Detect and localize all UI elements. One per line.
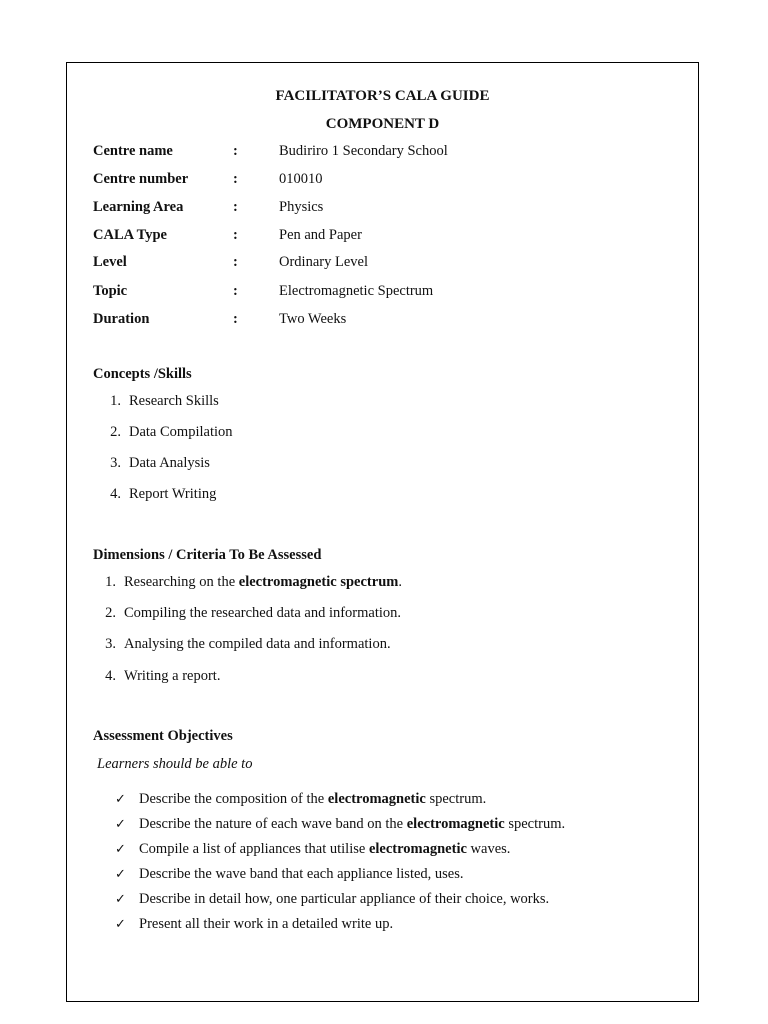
document-title: FACILITATOR’S CALA GUIDE: [275, 88, 490, 104]
check-icon: ✓: [115, 892, 126, 907]
check-icon: ✓: [115, 817, 126, 832]
objective-item: [115, 791, 486, 808]
check-icon: ✓: [115, 842, 126, 857]
list-item: [99, 486, 216, 503]
dimensions-heading: Dimensions / Criteria To Be Assessed: [93, 547, 322, 563]
objective-text-bold: electromagnetic: [327, 791, 426, 807]
info-label: Centre number: [93, 171, 189, 187]
list-text: Research Skills: [129, 393, 219, 409]
objective-text: Describe the wave band that each appliance listed, uses.: [139, 866, 464, 882]
objective-item: [115, 816, 565, 833]
info-value: Two Weeks: [279, 311, 347, 327]
list-number: 2.: [110, 424, 121, 440]
objective-text-bold: electromagnetic: [406, 816, 505, 832]
list-number: 4.: [105, 668, 116, 684]
objective-item: [115, 916, 393, 933]
list-item: [94, 574, 402, 591]
list-text: Analysing the compiled data and information.: [124, 636, 391, 652]
info-label: Centre name: [93, 143, 173, 159]
info-colon: :: [233, 227, 238, 243]
document-subtitle: COMPONENT D: [325, 116, 440, 132]
list-text-bold: electromagnetic spectrum: [238, 574, 399, 590]
info-value: Physics: [279, 199, 324, 215]
objectives-intro: Learners should be able to: [97, 756, 253, 772]
list-number: 2.: [105, 605, 116, 621]
info-colon: :: [233, 143, 238, 159]
list-text: Data Analysis: [129, 455, 210, 471]
list-number: 3.: [110, 455, 121, 471]
objective-text: Describe the nature of each wave band on the: [139, 816, 407, 832]
list-text-end: .: [398, 574, 402, 590]
objective-item: [115, 891, 549, 908]
list-text: Data Compilation: [129, 424, 233, 440]
objectives-heading: Assessment Objectives: [93, 728, 233, 744]
list-item: [99, 424, 233, 441]
info-label: Topic: [93, 283, 128, 299]
objective-text-end: waves.: [466, 841, 511, 857]
info-colon: :: [233, 254, 238, 270]
info-value: Electromagnetic Spectrum: [279, 283, 434, 299]
objective-text: Describe the composition of the: [139, 791, 328, 807]
info-value: 010010: [279, 171, 323, 187]
info-label: Learning Area: [93, 199, 184, 215]
info-value: Ordinary Level: [279, 254, 368, 270]
list-item: [99, 455, 210, 472]
info-colon: :: [233, 311, 238, 327]
info-value: Pen and Paper: [279, 227, 362, 243]
objective-text-end: spectrum.: [504, 816, 566, 832]
list-text: Report Writing: [129, 486, 217, 502]
list-text: Writing a report.: [124, 668, 221, 684]
objective-item: [115, 866, 464, 883]
check-icon: ✓: [115, 867, 126, 882]
list-number: 4.: [110, 486, 121, 502]
info-colon: :: [233, 171, 238, 187]
list-number: 1.: [105, 574, 116, 590]
objective-text: Describe in detail how, one particular appliance of their choice, works.: [139, 891, 550, 907]
check-icon: ✓: [115, 917, 126, 932]
list-item: [94, 605, 401, 622]
list-number: 1.: [110, 393, 121, 409]
info-value: Budiriro 1 Secondary School: [279, 143, 448, 159]
list-text: Researching on the: [124, 574, 239, 590]
info-colon: :: [233, 199, 238, 215]
objective-text: Compile a list of appliances that utilise: [139, 841, 369, 857]
info-colon: :: [233, 283, 238, 299]
list-item: [99, 393, 219, 410]
objective-text-end: spectrum.: [425, 791, 487, 807]
check-icon: ✓: [115, 792, 126, 807]
objective-item: [115, 841, 510, 858]
info-label: Duration: [93, 311, 150, 327]
document-page: [66, 62, 699, 1002]
list-item: [94, 636, 391, 653]
info-label: CALA Type: [93, 227, 167, 243]
objective-text: Present all their work in a detailed write up.: [139, 916, 394, 932]
list-text: Compiling the researched data and information.: [124, 605, 402, 621]
list-item: [94, 668, 220, 685]
objective-text-bold: electromagnetic: [368, 841, 467, 857]
info-label: Level: [93, 254, 127, 270]
list-number: 3.: [105, 636, 116, 652]
concepts-heading: Concepts /Skills: [93, 366, 192, 382]
